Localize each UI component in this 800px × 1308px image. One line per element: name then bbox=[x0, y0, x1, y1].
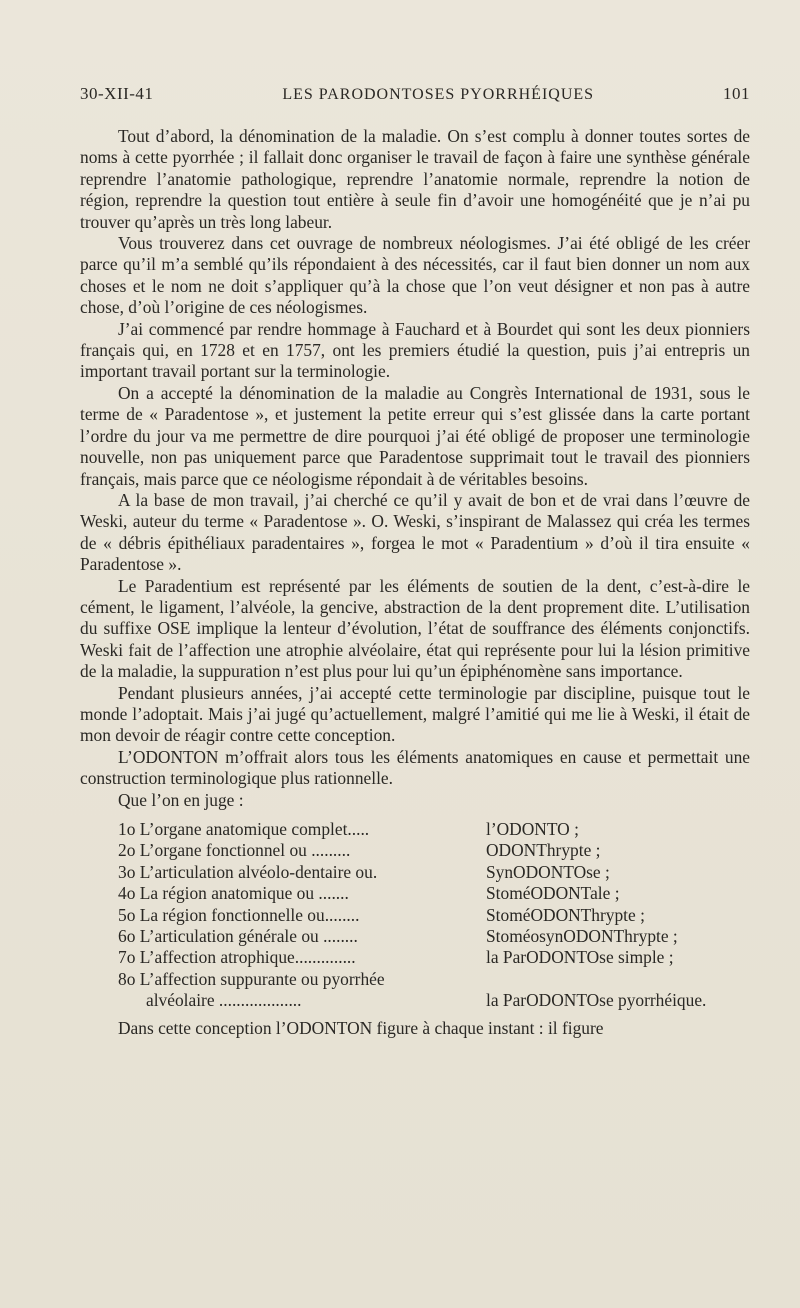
list-item-name: l’ODONTO ; bbox=[486, 819, 579, 839]
header-title: LES PARODONTOSES PYORRHÉIQUES bbox=[282, 86, 595, 103]
list-item bbox=[80, 905, 750, 926]
running-header bbox=[80, 84, 750, 104]
list-item-term: 3o L’articulation alvéolo-dentaire ou. bbox=[118, 861, 378, 882]
paragraph: Tout d’abord, la dénomination de la maladie. On s’est complu à donner toutes sortes de noms à cette pyorrhée ; il fallait donc organiser le travail de façon à faire une synthèse générale reprendre l’anatomie pathologique, reprendre l’anatomie normale, reprendre la notion de région, reprendre la question tout entière à seule fin d’avoir une homogénéité que je n’ai pu trouver qu’après un très long labeur. bbox=[80, 126, 750, 232]
list-item-term: 4o La région anatomique ou ....... bbox=[118, 883, 349, 904]
list-item bbox=[80, 819, 750, 840]
list-item-name: StoméosynODONThrypte ; bbox=[486, 926, 678, 947]
list-item bbox=[80, 926, 750, 947]
list-item-name: SynODONTOse ; bbox=[486, 861, 610, 882]
list-intro: Que l’on en juge : bbox=[118, 789, 244, 810]
list-item-term: 6o L’articulation générale ou ........ bbox=[118, 926, 358, 947]
list-item-name: StoméODONTale ; bbox=[486, 883, 620, 904]
paragraph: J’ai commencé par rendre hommage à Fauchard et à Bourdet qui sont les deux pionniers français qui, en 1728 et en 1757, ont les premiers étudié la question, puis j’ai entrepris un important travail portant sur la terminologie. bbox=[80, 318, 750, 382]
list-item-term: 8o L’affection suppurante ou pyorrhée bbox=[118, 968, 385, 989]
list-item-name: ODONThrypte ; bbox=[486, 840, 601, 861]
list-item-continuation bbox=[80, 990, 750, 1011]
list-item-name: la ParODONTOse simple ; bbox=[486, 947, 674, 968]
list-item-name: StoméODONThrypte ; bbox=[486, 904, 645, 925]
list-item bbox=[80, 862, 750, 883]
page-number: 101 bbox=[722, 84, 750, 103]
list-item bbox=[80, 883, 750, 904]
list-item-term: 7o L’affection atrophique.............. bbox=[118, 947, 356, 968]
paragraph: A la base de mon travail, j’ai cherché ce qu’il y avait de bon et de vrai dans l’œuvre de Weski, auteur du terme « Paradentose ». O. Weski, s’inspirant de Malassez qui créa les termes de « débris épithéliaux paradentaires », forgea le mot « Paradentium » d’où il tira ensuite « Paradentose ». bbox=[80, 489, 750, 575]
paragraph: Vous trouverez dans cet ouvrage de nombreux néologismes. J’ai été obligé de les créer parce qu’il m’a semblé qu’ils répondaient à des nécessités, car il faut bien donner un nom aux choses et le nom ne doit s’appliquer qu’à la chose que l’on veut désigner et non pas à autre chose, d’où l’origine de ces néologismes. bbox=[80, 233, 750, 318]
list-item-term-cont: alvéolaire ................... bbox=[146, 990, 302, 1011]
header-date: 30-XII-41 bbox=[80, 84, 154, 103]
list-item bbox=[80, 947, 750, 968]
list-item-name: la ParODONTOse pyorrhéique. bbox=[486, 990, 707, 1011]
paragraph: On a accepté la dénomination de la maladie au Congrès International de 1931, sous le terme de « Paradentose », et justement la petite erreur qui s’est glissée dans la carte portant l’ordre du jour va me permettre de dire pourquoi j’ai été obligé de proposer une terminologie nouvelle, non pas uniquement parce que Paradentose supprimait tout le travail des pionniers français, mais parce que ce néologisme répondait à de véritables besoins. bbox=[80, 382, 750, 489]
paragraph: Pendant plusieurs années, j’ai accepté cette terminologie par discipline, puisque tout le monde l’adoptait. Mais j’ai jugé qu’actuellement, malgré l’amitié qui me lie à Weski, il était de mon devoir de réagir contre cette conception. bbox=[80, 682, 750, 746]
paragraph: L’ODONTON m’offrait alors tous les éléments anatomiques en cause et permettait une construction terminologique plus rationnelle. bbox=[80, 746, 750, 789]
list-item bbox=[80, 969, 750, 990]
list-item-term: 2o L’organe fonctionnel ou ......... bbox=[118, 840, 351, 861]
list-item-term: 5o La région fonctionnelle ou........ bbox=[118, 904, 360, 925]
closing-line: Dans cette conception l’ODONTON figure à chaque instant : il figure bbox=[118, 1017, 604, 1038]
paragraph: Le Paradentium est représenté par les éléments de soutien de la dent, c’est-à-dire le cément, le ligament, l’alvéole, la gencive, abstraction de la dent proprement dite. L’utilisation du suffixe OSE implique la lenteur d’évolution, l’état de souffrance des éléments conjonctifs. Weski fait de l’affection une atrophie alvéolaire, état qui représente pour lui la lésion primitive de la maladie, la suppuration n’est plus pour lui qu’un épiphénomène sans importance. bbox=[80, 575, 750, 682]
list-item-term: 1o L’organe anatomique complet..... bbox=[118, 819, 370, 839]
terminology-list bbox=[80, 819, 750, 1012]
body-text bbox=[80, 126, 750, 1039]
list-item bbox=[80, 840, 750, 861]
